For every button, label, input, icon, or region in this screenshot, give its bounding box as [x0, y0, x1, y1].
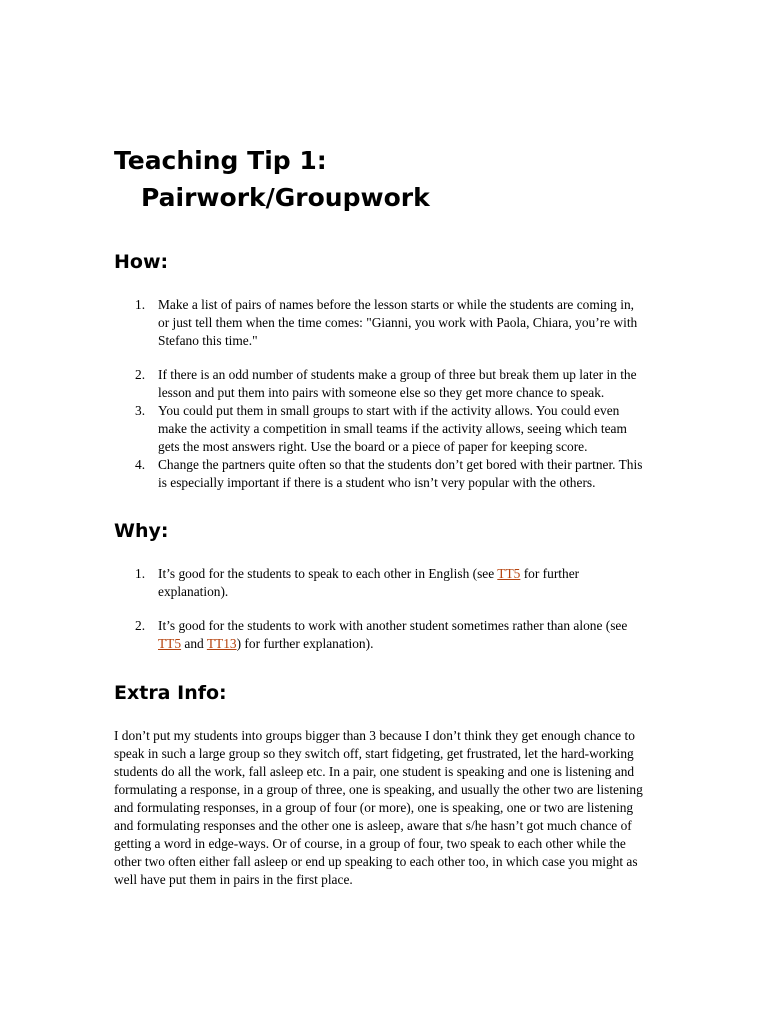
text-segment: ) for further explanation). — [236, 636, 374, 651]
list-number: 3. — [135, 403, 146, 418]
title-line-2: Pairwork/Groupwork — [141, 183, 430, 212]
list-item — [114, 366, 648, 402]
tt5-link[interactable]: TT5 — [497, 566, 521, 581]
list-item-text: You could put them in small groups to start with if the activity allows. You could even make the activity a competition in small teams if the activity allows, seeing which team gets the most answers right. Use the board or a piece of paper for keeping score. — [158, 403, 627, 454]
extra-info-heading: Extra Info: — [114, 682, 227, 704]
text-segment: It’s good for the students to speak to each other in English (see — [158, 566, 498, 581]
why-list — [114, 565, 648, 653]
list-number: 4. — [135, 457, 146, 472]
list-number: 2. — [135, 618, 146, 633]
extra-info-paragraph: I don’t put my students into groups bigger than 3 because I don’t think they get enough chance to speak in such a large group so they switch off, start fidgeting, get frustrated, let the hard-working students do all the work, fall asleep etc. In a pair, one student is speaking and one is listening and formulating a response, in a group of three, one is speaking, and usually the other two are listening and formulating responses, in a group of four (or more), one is speaking, one or two are listening and formulating responses and the other one is asleep, aware that s/he hasn’t got much chance of getting a word in edge-ways. Or of course, in a group of four, two speak to each other while the other two often either fall asleep or end up speaking to each other too, in which case you might as well have put them in pairs in the first place. — [114, 728, 643, 887]
text-segment: and — [181, 636, 207, 651]
how-list — [114, 296, 648, 492]
list-item-text: Change the partners quite often so that the students don’t get bored with their partner. This is especially important if there is a student who isn’t very popular with the others. — [158, 457, 643, 490]
list-item-text: If there is an odd number of students make a group of three but break them up later in the lesson and put them into pairs with someone else so they get more chance to speak. — [158, 367, 637, 400]
list-item-text — [158, 618, 627, 651]
page-title — [114, 146, 648, 216]
list-item — [114, 565, 648, 601]
tt13-link[interactable]: TT13 — [206, 636, 237, 651]
list-number: 2. — [135, 367, 146, 382]
list-item-text: Make a list of pairs of names before the lesson starts or while the students are coming in, or just tell them when the time comes: "Gianni, you work with Paola, Chiara, you’re with Stefano this time." — [158, 297, 638, 348]
list-number: 1. — [135, 566, 146, 581]
how-heading: How: — [114, 251, 169, 273]
why-heading: Why: — [114, 520, 169, 542]
list-item — [114, 617, 648, 653]
list-item — [114, 296, 648, 350]
list-item-text — [158, 566, 579, 599]
list-item — [114, 402, 648, 456]
list-item — [114, 456, 648, 492]
text-segment: It’s good for the students to work with another student sometimes rather than alone (see — [158, 618, 628, 633]
text-segment: for further explanation). — [158, 566, 580, 599]
tt5-link[interactable]: TT5 — [158, 636, 182, 651]
list-number: 1. — [135, 297, 146, 312]
title-line-1: Teaching Tip 1: — [114, 146, 327, 175]
